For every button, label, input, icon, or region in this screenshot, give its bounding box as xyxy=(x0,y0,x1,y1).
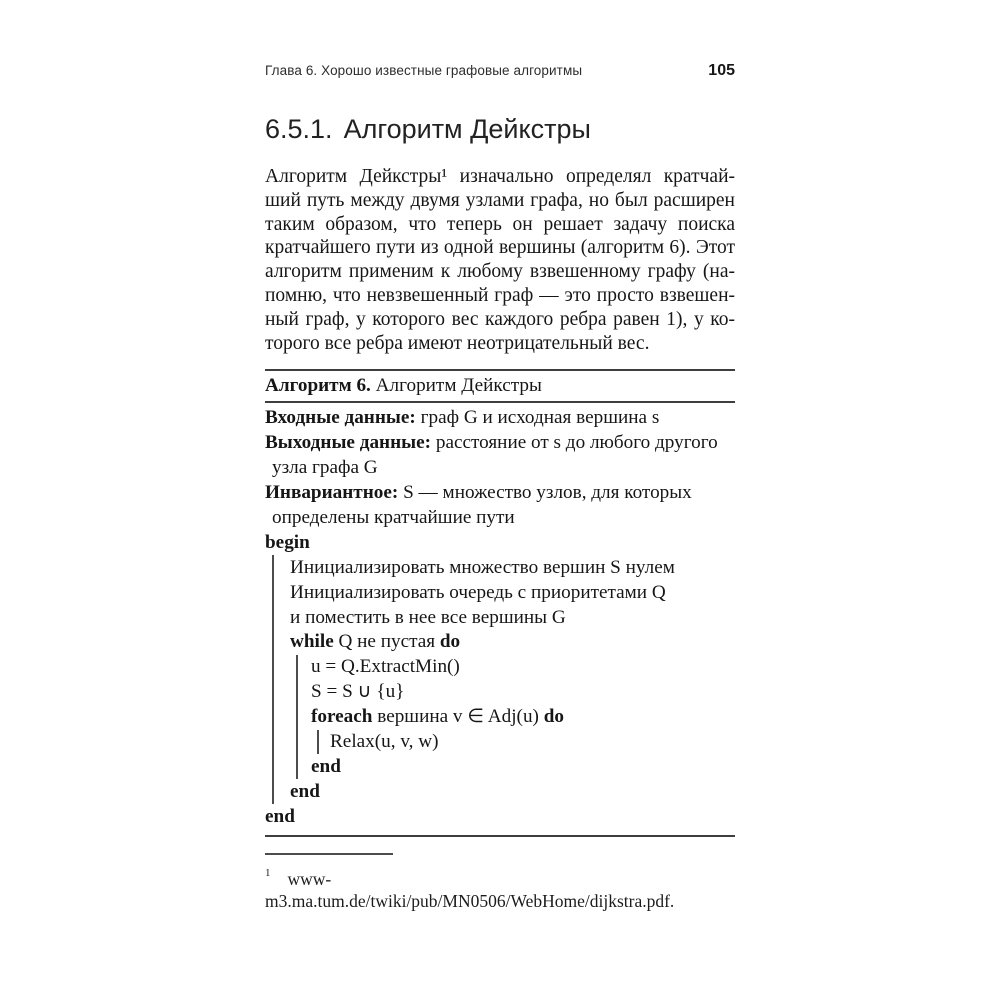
chapter-title: Глава 6. Хорошо известные графовые алгоритмы xyxy=(265,63,583,78)
text-segment: foreach xyxy=(311,706,373,728)
text-segment: вершина v ∈ Adj(u) xyxy=(372,706,544,728)
algorithm-line xyxy=(265,755,735,780)
text-segment: расстояние от s до любого другого xyxy=(431,432,718,454)
body-paragraph xyxy=(265,165,735,355)
paragraph-line: помню, что невзвешенный граф — это просто взвешен- xyxy=(265,284,735,306)
algorithm-line xyxy=(265,705,735,730)
text-segment: Relax(u, v, w) xyxy=(330,730,439,752)
algorithm-caption xyxy=(265,369,735,403)
algorithm-line xyxy=(265,531,735,556)
footnote-line xyxy=(265,862,735,912)
footnote-marker: 1 xyxy=(265,866,271,879)
paragraph-line: торого все ребра имеют неотрицательный вес. xyxy=(265,332,650,354)
text-segment: end xyxy=(311,755,341,777)
text-segment: узла графа G xyxy=(272,457,378,479)
algorithm-line xyxy=(265,406,735,431)
text-segment: Алгоритм Дейкстры xyxy=(370,375,542,397)
algorithm-line xyxy=(265,506,735,531)
algorithm-line xyxy=(265,805,735,830)
algorithm-line xyxy=(265,556,735,581)
text-segment: S — множество узлов, для которых xyxy=(398,482,692,504)
text-segment: Выходные данные: xyxy=(265,432,432,454)
algorithm-line xyxy=(265,780,735,805)
text-segment: u = Q.ExtractMin() xyxy=(311,656,460,678)
paragraph-line: Алгоритм Дейкстры¹ изначально определял кратчай- xyxy=(265,166,735,187)
algorithm-line xyxy=(265,630,735,655)
paragraph-line: ший путь между двумя узлами графа, но был расширен xyxy=(265,189,735,211)
text-segment: S = S ∪ {u} xyxy=(311,681,405,703)
algorithm-line xyxy=(265,456,735,481)
text-segment: Инициализировать множество вершин S нулем xyxy=(290,556,675,578)
text-segment: end xyxy=(265,805,295,827)
text-segment: do xyxy=(543,706,564,728)
paragraph-line: ный граф, у которого вес каждого ребра равен 1), у ко- xyxy=(265,308,735,330)
page-content xyxy=(265,62,735,912)
text-segment: do xyxy=(439,631,461,653)
paragraph-line: таким образом, что теперь он решает задачу поиска xyxy=(265,213,735,235)
footnote-rule xyxy=(265,853,393,855)
text-segment: Алгоритм 6. xyxy=(265,375,371,397)
text-segment: Q не пустая xyxy=(333,631,440,653)
text-segment: Инициализировать очередь с приоритетами Q xyxy=(290,581,666,603)
indent-rule-level-1 xyxy=(272,555,274,804)
algorithm-line xyxy=(265,606,735,631)
algorithm-line xyxy=(265,431,735,456)
indent-rule-level-2 xyxy=(296,655,298,779)
footnote xyxy=(265,853,735,912)
algorithm-box xyxy=(265,369,735,836)
paragraph-line: кратчайшего пути из одной вершины (алгоритм 6). Этот xyxy=(265,237,735,259)
section-number: 6.5.1. xyxy=(265,114,333,144)
footnote-text: www-m3.ma.tum.de/twiki/pub/MN0506/WebHome/dijkstra.pdf. xyxy=(265,868,675,911)
text-segment: и поместить в нее все вершины G xyxy=(290,606,566,628)
algorithm-line xyxy=(265,730,735,755)
text-segment: while xyxy=(290,631,334,653)
text-segment: begin xyxy=(265,531,310,553)
paragraph-line: алгоритм применим к любому взвешенному графу (на- xyxy=(265,261,735,283)
algorithm-lines xyxy=(265,406,735,829)
text-segment: Инвариантное: xyxy=(265,482,399,504)
page-number: 105 xyxy=(708,62,735,79)
text-segment: end xyxy=(290,780,320,802)
text-segment: определены кратчайшие пути xyxy=(272,506,515,528)
running-header xyxy=(265,62,735,80)
algorithm-line xyxy=(265,680,735,705)
algorithm-body xyxy=(265,403,735,836)
text-segment: Входные данные: xyxy=(265,407,416,429)
section-name: Алгоритм Дейкстры xyxy=(343,114,591,144)
algorithm-line xyxy=(265,581,735,606)
indent-rule-level-3 xyxy=(317,730,319,754)
text-segment: граф G и исходная вершина s xyxy=(415,407,660,429)
algorithm-line xyxy=(265,481,735,506)
section-title xyxy=(265,114,735,144)
algorithm-line xyxy=(265,655,735,680)
